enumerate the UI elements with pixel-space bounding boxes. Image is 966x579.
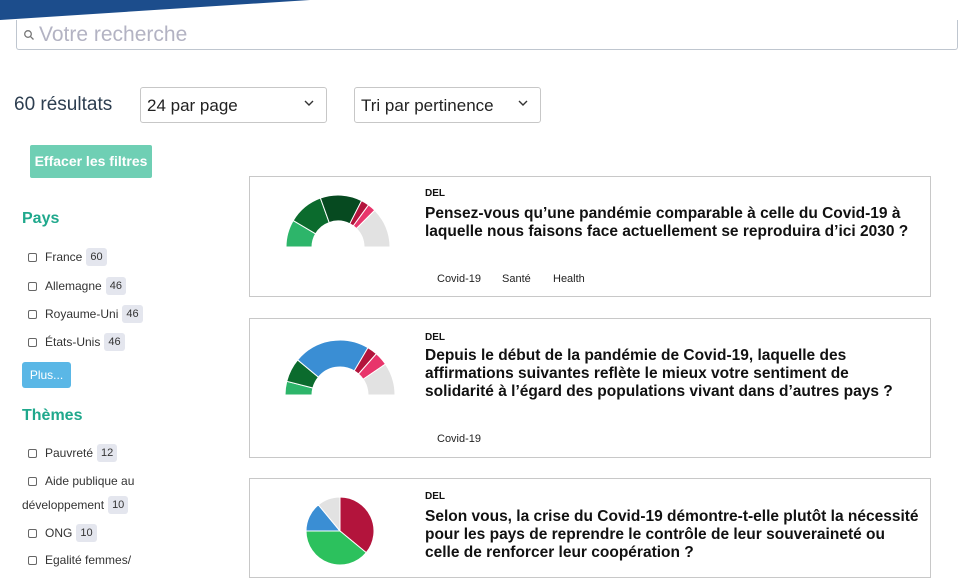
filter-item-aide-publique[interactable] [28, 474, 134, 488]
filter-label: Egalité femmes/ [45, 553, 132, 567]
result-card[interactable] [249, 318, 931, 458]
result-card[interactable] [249, 176, 931, 297]
filter-label: Allemagne [45, 279, 102, 293]
result-chart [250, 479, 420, 579]
header-banner [0, 0, 966, 20]
tag[interactable]: Health [553, 273, 585, 285]
clear-filters-button[interactable]: Effacer les filtres [30, 145, 152, 178]
filter-item-egalite[interactable] [28, 553, 131, 567]
question-title[interactable]: Selon vous, la crise du Covid-19 démontre-t-elle plutôt la nécessité pour les pays de reprendre le contrôle de leur souveraineté ou celle de renforcer leur coopération ? [425, 508, 919, 561]
result-chart [250, 319, 420, 459]
checkbox[interactable] [28, 338, 37, 347]
count-badge: 46 [106, 277, 126, 295]
sort-select[interactable] [354, 87, 541, 123]
per-page-select[interactable] [140, 87, 327, 123]
results-count: 60 résultats [14, 94, 113, 115]
tag[interactable]: Santé [502, 273, 531, 285]
checkbox[interactable] [28, 556, 37, 565]
themes-heading: Thèmes [22, 407, 83, 424]
search-bar[interactable] [16, 20, 958, 50]
filter-item-etats-unis[interactable] [28, 333, 125, 351]
count-badge: 46 [104, 333, 124, 351]
count-badge: 46 [122, 305, 142, 323]
checkbox[interactable] [28, 310, 37, 319]
count-badge: 10 [108, 496, 128, 514]
tag[interactable]: Covid-19 [437, 273, 482, 285]
checkbox[interactable] [28, 282, 37, 291]
source-label: DEL [425, 332, 445, 343]
count-badge: 60 [86, 248, 106, 266]
count-badge: 10 [76, 524, 96, 542]
filter-label: Aide publique au [45, 474, 135, 488]
filter-item-france[interactable] [28, 248, 107, 266]
filter-item-aide-publique-cont[interactable] [22, 496, 128, 514]
question-title[interactable]: Depuis le début de la pandémie de Covid-19, laquelle des affirmations suivantes reflète le mieux votre sentiment de solidarité à l’égard des populations vivant dans d’autres pays ? [425, 347, 893, 400]
filter-item-pauvrete[interactable] [28, 444, 117, 462]
count-badge: 12 [97, 444, 117, 462]
chevron-down-icon [518, 98, 528, 108]
filter-label: Pauvreté [45, 446, 94, 460]
chevron-down-icon [304, 98, 314, 108]
checkbox[interactable] [28, 477, 37, 486]
search-icon [23, 29, 35, 41]
filter-label: ONG [45, 526, 73, 540]
checkbox[interactable] [28, 529, 37, 538]
source-label: DEL [425, 188, 445, 199]
checkbox[interactable] [28, 253, 37, 262]
more-countries-button[interactable]: Plus... [22, 362, 71, 388]
source-label: DEL [425, 491, 445, 502]
per-page-value: 24 par page [147, 96, 238, 115]
filter-item-allemagne[interactable] [28, 277, 126, 295]
sort-value: Tri par pertinence [361, 96, 494, 115]
question-title[interactable]: Pensez-vous qu’une pandémie comparable à celle du Covid-19 à laquelle nous faisons face actuellement se reproduira d’ici 2030 ? [425, 205, 909, 240]
filter-label: France [45, 250, 83, 264]
countries-heading: Pays [22, 210, 60, 227]
checkbox[interactable] [28, 449, 37, 458]
filter-label: États-Unis [45, 335, 101, 349]
filter-label: développement [22, 498, 105, 512]
result-chart [250, 177, 420, 298]
search-input[interactable] [39, 22, 939, 48]
tag[interactable]: Covid-19 [437, 433, 482, 445]
filter-label: Royaume-Uni [45, 307, 119, 321]
filter-item-ong[interactable] [28, 524, 97, 542]
filter-item-royaume-uni[interactable] [28, 305, 143, 323]
result-card[interactable] [249, 478, 931, 578]
